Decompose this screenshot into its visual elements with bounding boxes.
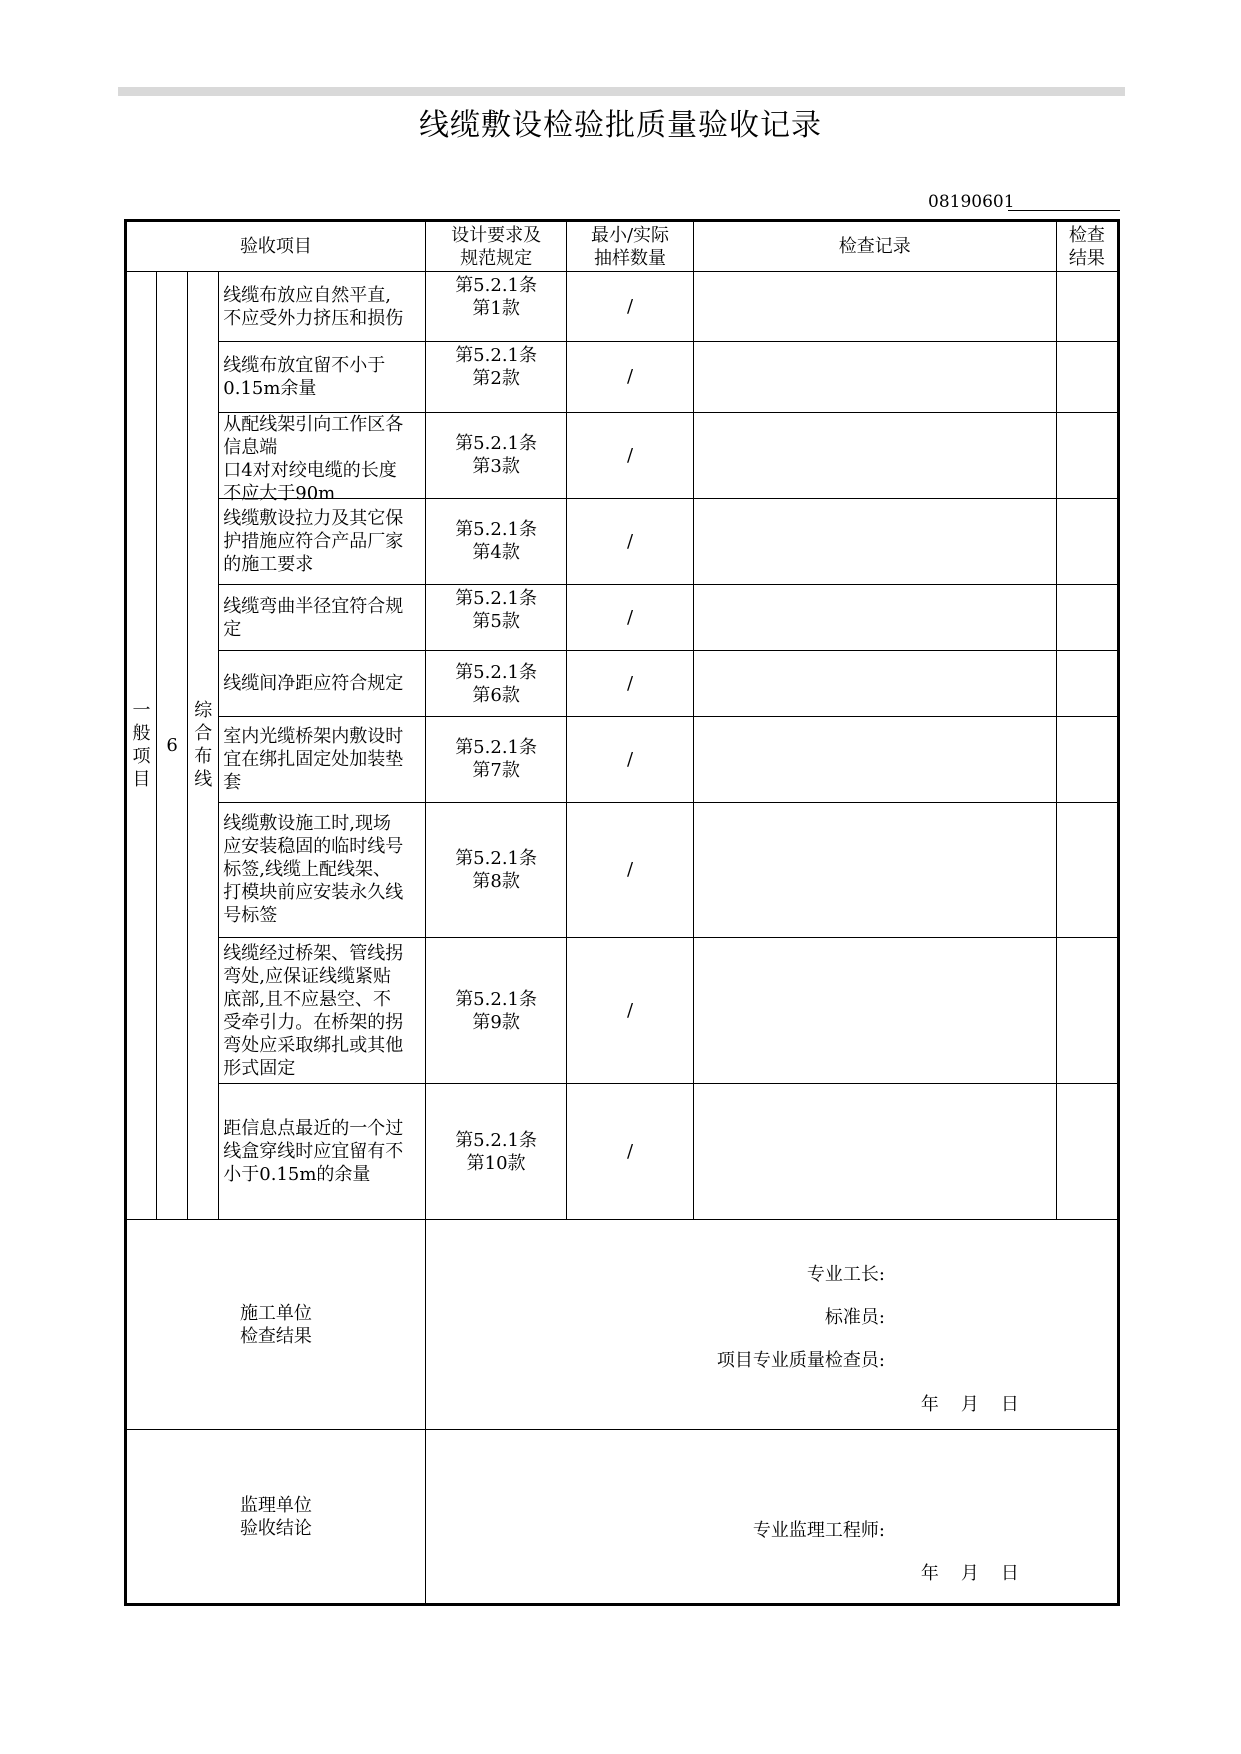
engineer-label: 专业监理工程师:: [752, 1519, 885, 1541]
item-description: 线缆布放宜留不小于 0.15m余量: [219, 342, 426, 412]
item-sample: /: [567, 342, 693, 412]
item-sample: /: [567, 584, 693, 650]
item-description: 线缆弯曲半径宜符合规 定: [219, 584, 426, 650]
table-row: [126, 717, 1119, 802]
item-description: 从配线架引向工作区各 信息端 口4对对绞电缆的长度 不应大于90m: [219, 412, 426, 498]
item-record[interactable]: [693, 802, 1056, 937]
table-row: [126, 802, 1119, 937]
item-description: 距信息点最近的一个过 线盒穿线时应宜留有不 小于0.15m的余量: [219, 1084, 426, 1219]
table-row: [126, 272, 1119, 342]
item-sample: /: [567, 802, 693, 937]
item-result[interactable]: [1056, 937, 1118, 1083]
item-standard: 第5.2.1条 第9款: [425, 937, 566, 1083]
header-result: 检查 结果: [1056, 221, 1118, 272]
top-divider-bar: [118, 87, 1125, 96]
construction-date: 年 月 日: [920, 1393, 1019, 1415]
item-sample: /: [567, 717, 693, 802]
item-result[interactable]: [1056, 802, 1118, 937]
construction-row: [126, 1219, 1119, 1430]
item-standard: 第5.2.1条 第8款: [425, 802, 566, 937]
form-code: 08190601: [928, 192, 1015, 212]
item-description: 线缆间净距应符合规定: [219, 651, 426, 717]
item-result[interactable]: [1056, 342, 1118, 412]
item-record[interactable]: [693, 412, 1056, 498]
item-sample: /: [567, 651, 693, 717]
table-row: [126, 1084, 1119, 1219]
table-row: [126, 342, 1119, 412]
construction-label: 施工单位 检查结果: [126, 1219, 426, 1430]
page-title: 线缆敷设检验批质量验收记录: [419, 108, 822, 143]
supervision-date: 年 月 日: [920, 1562, 1019, 1584]
code-underline: [1008, 210, 1120, 211]
item-record[interactable]: [693, 342, 1056, 412]
item-sample: /: [567, 498, 693, 584]
item-standard: 第5.2.1条 第6款: [425, 651, 566, 717]
item-record[interactable]: [693, 651, 1056, 717]
item-standard: 第5.2.1条 第1款: [425, 272, 566, 342]
item-result[interactable]: [1056, 1084, 1118, 1219]
item-record[interactable]: [693, 1084, 1056, 1219]
item-result[interactable]: [1056, 584, 1118, 650]
header-row: [126, 221, 1119, 272]
item-sample: /: [567, 412, 693, 498]
standard-officer-label: 标准员:: [824, 1306, 885, 1328]
group-cell: 综 合 布 线: [188, 272, 219, 1220]
item-description: 线缆经过桥架、管线拐 弯处,应保证线缆紧贴 底部,且不应悬空、不 受牵引力。在桥架的拐 弯处应采取绑扎或其他 形式固定: [219, 937, 426, 1083]
item-description: 线缆敷设拉力及其它保 护措施应符合产品厂家 的施工要求: [219, 498, 426, 584]
header-sample: 最小/实际 抽样数量: [567, 221, 693, 272]
item-result[interactable]: [1056, 717, 1118, 802]
table-row: [126, 498, 1119, 584]
item-standard: 第5.2.1条 第5款: [425, 584, 566, 650]
item-description: 线缆布放应自然平直, 不应受外力挤压和损伤: [219, 272, 426, 342]
item-record[interactable]: [693, 937, 1056, 1083]
item-standard: 第5.2.1条 第2款: [425, 342, 566, 412]
supervision-label: 监理单位 验收结论: [126, 1430, 426, 1605]
index-cell: 6: [157, 272, 188, 1220]
table-row: [126, 584, 1119, 650]
item-description: 线缆敷设施工时,现场 应安装稳固的临时线号 标签,线缆上配线架、 打模块前应安装永久线 号标签: [219, 802, 426, 937]
supervision-signature-area[interactable]: [425, 1430, 1118, 1605]
item-sample: /: [567, 937, 693, 1083]
table-row: [126, 651, 1119, 717]
header-record: 检查记录: [693, 221, 1056, 272]
item-sample: /: [567, 1084, 693, 1219]
header-standard: 设计要求及 规范规定: [425, 221, 566, 272]
item-result[interactable]: [1056, 498, 1118, 584]
construction-signature-area[interactable]: [425, 1219, 1118, 1430]
inspector-label: 项目专业质量检查员:: [716, 1349, 885, 1371]
item-record[interactable]: [693, 717, 1056, 802]
category-cell: 一 般 项 目: [126, 272, 157, 1220]
item-result[interactable]: [1056, 412, 1118, 498]
foreman-label: 专业工长:: [806, 1263, 885, 1285]
item-result[interactable]: [1056, 651, 1118, 717]
item-standard: 第5.2.1条 第7款: [425, 717, 566, 802]
item-description: 室内光缆桥架内敷设时 宜在绑扎固定处加装垫 套: [219, 717, 426, 802]
inspection-table: [124, 219, 1120, 1606]
item-standard: 第5.2.1条 第10款: [425, 1084, 566, 1219]
item-sample: /: [567, 272, 693, 342]
item-result[interactable]: [1056, 272, 1118, 342]
item-record[interactable]: [693, 272, 1056, 342]
header-item: 验收项目: [126, 221, 426, 272]
item-standard: 第5.2.1条 第3款: [425, 412, 566, 498]
item-record[interactable]: [693, 584, 1056, 650]
table-row: [126, 412, 1119, 498]
table-row: [126, 937, 1119, 1083]
item-standard: 第5.2.1条 第4款: [425, 498, 566, 584]
item-record[interactable]: [693, 498, 1056, 584]
supervision-row: [126, 1430, 1119, 1605]
